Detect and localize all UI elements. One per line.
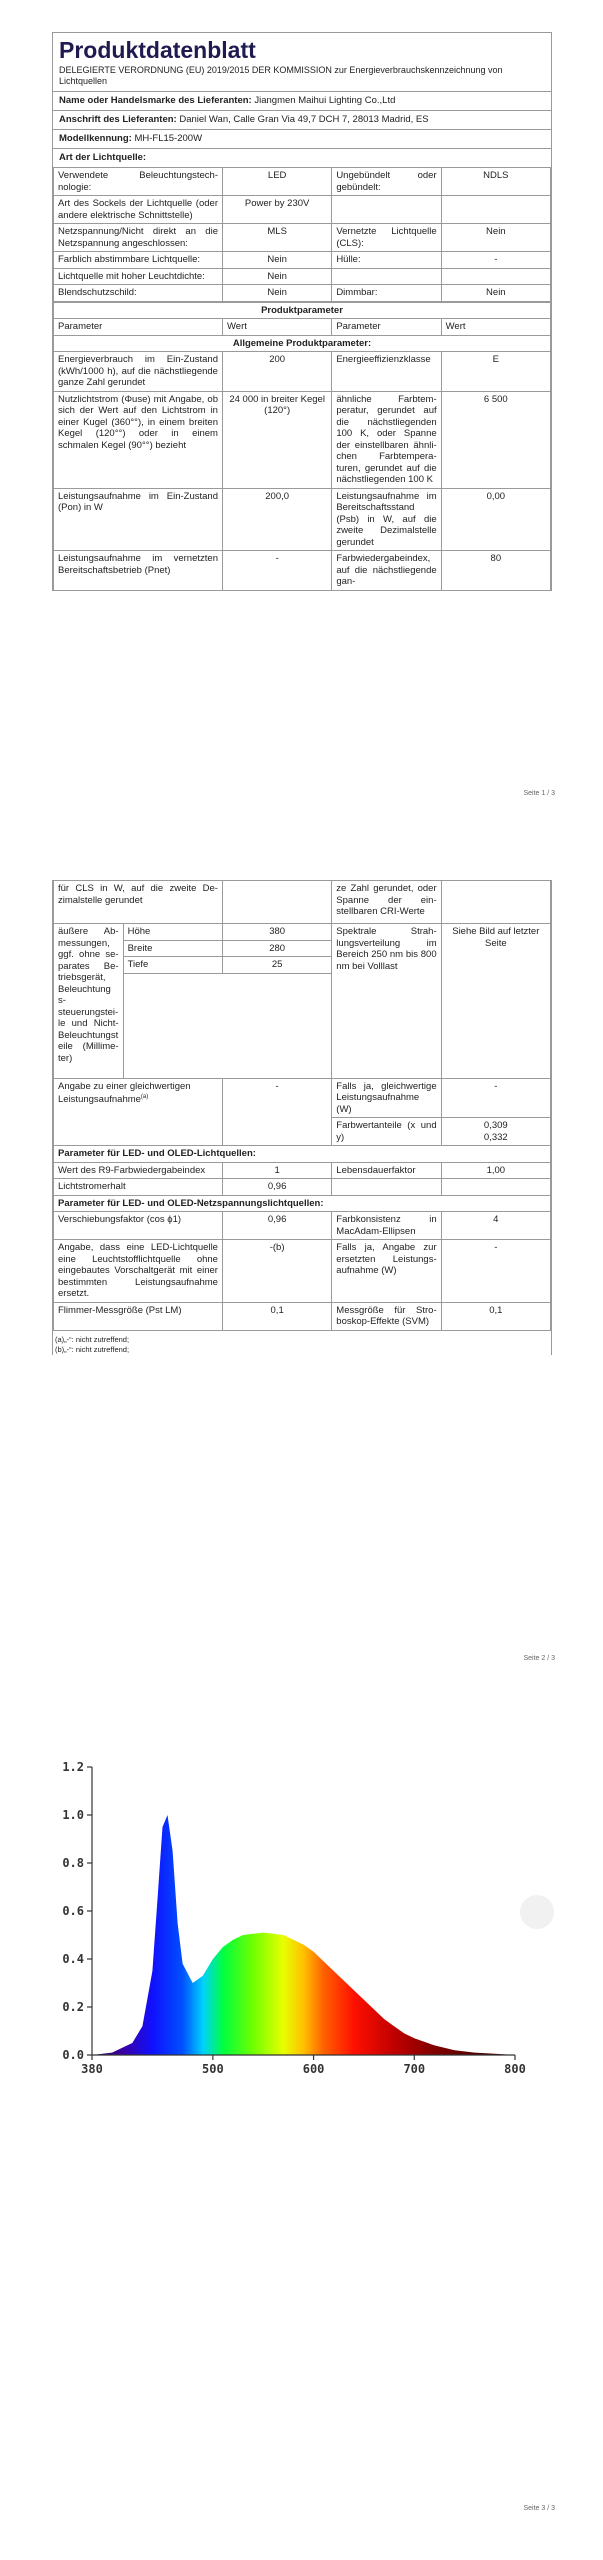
- param-label: Farbkonsistenz in MacAdam-Ellipsen: [332, 1212, 441, 1240]
- table-row: [54, 488, 551, 551]
- continued-table: für CLS in W, auf die zweite Dezimalstelle gerundet ze Zahl gerundet, oder Spanne der einstellbaren CRI-Werte äußere Abmessungen, ggf. ohne separates Betriebsgerät, Beleuchtungssteuerungsteile und Nicht-Beleuchtungsteile (Millimeter) Höhe 380 Spektrale Strahlungsverteilung im Bereich 250 nm bis 800 nm bei Volllast Siehe Bild auf letzter Seite Breite 280 Tiefe 25 Angabe zu einer gleichwertigen Leistungsaufnahme$^{(a)}$ - Falls ja, gleichwertige Leistungsaufnahme (W) - Farbwertanteile (x und y) 0,309 0,332 Parameter für LED- und OLED-Lichtquellen: Wert des R9-Farbwiedergabeindex 1 Lebensdauerfaktor 1,00 Lichtstromerhalt 0,96 Parameter für LED- und OLED-Netzspannungslichtquellen: Verschiebungsfaktor (cos ϕ1) 0,96 Farbkonsistenz in MacAdam-Ellipsen 4 Angabe, dass eine LED-Lichtquelle eine Leuchtstofflichtquelle ohne eingebautes Vorschaltgerät mit einer bestimmten Leistungsaufnahme ersetzt. -(b) Falls ja, Angabe zur ersetzten Leistungsaufnahme (W) - Flimmer-Messgröße (Pst LM) 0,1 Messgröße für Stroboskop-Effekte (SVM) 0,1: [53, 880, 551, 1331]
- param-value: 0,96: [222, 1212, 331, 1240]
- y-tick-label: 0.4: [62, 1952, 84, 1966]
- param-value: Nein: [441, 224, 550, 252]
- param-value: 1: [222, 1162, 331, 1179]
- param-label: Lichtquelle mit hoher Leuchtdichte:: [54, 268, 223, 285]
- param-label: Leistungsaufnahme im vernetzten Bereitschaftsbetrieb (Pnet): [54, 551, 223, 591]
- model-value: MH-FL15-200W: [134, 133, 203, 144]
- page-3: [0, 1690, 603, 2560]
- param-label: Blendschutzschild:: [54, 285, 223, 302]
- param-value: 0,96: [222, 1179, 331, 1196]
- param-label: Hülle:: [332, 252, 441, 269]
- param-label: Flimmer-Messgröße (Pst LM): [54, 1302, 223, 1330]
- address-label: Anschrift des Lieferanten:: [59, 114, 177, 125]
- model-label: Modellkennung:: [59, 133, 132, 144]
- param-label: Falls ja, Angabe zur ersetzten Leistungsaufnahme (W): [332, 1240, 441, 1303]
- table-row: [54, 1212, 551, 1240]
- param-value: MLS: [222, 224, 331, 252]
- param-label: Nutzlichtstrom (Φuse) mit Angabe, ob sich der Wert auf den Lichtstrom in einer Kugel (360°°), in einem breiten Kegel (120°°) oder in einem schmalen Kegel (90°°) bezieht: [54, 391, 223, 488]
- page-number: Seite 2 / 3: [523, 1655, 555, 1662]
- param-header-row: [54, 319, 551, 336]
- x-tick-label: 600: [302, 2062, 325, 2076]
- param-value: 6 500: [441, 391, 550, 488]
- watermark-logo: [520, 1895, 554, 1929]
- page-2: [0, 880, 603, 1680]
- footnote: (a)„-“: nicht zutreffend;: [55, 1334, 130, 1344]
- param-value: NDLS: [441, 168, 550, 196]
- led-params-title: Parameter für LED- und OLED-Lichtquellen:: [54, 1146, 551, 1163]
- supplier-label: Name oder Handelsmarke des Lieferanten:: [59, 95, 252, 106]
- table-row: Farbwertanteile (x und y) 0,309 0,332: [54, 1118, 551, 1146]
- param-value: [441, 196, 550, 224]
- param-value: 0,1: [441, 1302, 550, 1330]
- param-value: 24 000 in breiter Kegel (120°): [222, 391, 331, 488]
- value-header: Wert: [222, 319, 331, 336]
- footnote: (b)„-“: nicht zutreffend;: [55, 1344, 130, 1354]
- param-header: Parameter: [332, 319, 441, 336]
- page-number: Seite 3 / 3: [523, 2505, 555, 2512]
- param-label: Farblich abstimmbare Lichtquelle:: [54, 252, 223, 269]
- param-label: Verschiebungsfaktor (cos ϕ1): [54, 1212, 223, 1240]
- dimensions-row: äußere Abmessungen, ggf. ohne separates Betriebsgerät, Beleuchtungssteuerungsteile und Nicht-Beleuchtungsteile (Millimeter) Höhe 380 Spektrale Strahlungsverteilung im Bereich 250 nm bis 800 nm bei Volllast Siehe Bild auf letzter Seite: [54, 924, 551, 941]
- table-row: [54, 551, 551, 591]
- table-row: [54, 252, 551, 269]
- spectrum-area: [92, 1767, 515, 2055]
- value-header: Wert: [441, 319, 550, 336]
- y-tick-label: 0.2: [62, 2000, 84, 2014]
- table-row: für CLS in W, auf die zweite Dezimalstelle gerundet ze Zahl gerundet, oder Spanne der einstellbaren CRI-Werte: [54, 881, 551, 924]
- param-label: ähnliche Farbtemperatur, gerundet auf die nächstliegenden 100 K, oder Spanne der einstellbaren ähnlichen Farbtemperaturen, gerundet auf die nächstliegenden 100 K: [332, 391, 441, 488]
- table-row: [54, 224, 551, 252]
- x-tick-label: 500: [202, 2062, 224, 2076]
- table-row: [54, 352, 551, 392]
- supplier-value: Jiangmen Maihui Lighting Co.,Ltd: [254, 95, 396, 106]
- spectrum-chart-svg: [50, 1755, 550, 2085]
- product-params-table: [53, 302, 551, 591]
- x-tick-label: 800: [504, 2062, 526, 2076]
- address-value: Daniel Wan, Calle Gran Via 49,7 DCH 7, 28013 Madrid, ES: [179, 114, 429, 125]
- y-tick-label: 1.0: [62, 1808, 84, 1822]
- param-value: Nein: [222, 252, 331, 269]
- param-value: Power by 230V: [222, 196, 331, 224]
- address-row: [53, 111, 551, 130]
- param-value: 200,0: [222, 488, 331, 551]
- param-value: 0,1: [222, 1302, 331, 1330]
- param-value: -: [441, 252, 550, 269]
- table-row: [54, 1240, 551, 1303]
- param-value: -(b): [222, 1240, 331, 1303]
- y-tick-label: 0.6: [62, 1904, 84, 1918]
- param-label: [332, 196, 441, 224]
- param-value: Nein: [222, 285, 331, 302]
- led-mains-params-title: Parameter für LED- und OLED-Netzspannungslichtquellen:: [54, 1195, 551, 1212]
- param-header: Parameter: [54, 319, 223, 336]
- y-tick-label: 0.8: [62, 1856, 84, 1870]
- param-label: Lebensdauerfaktor: [332, 1162, 441, 1179]
- param-label: Vernetzte Lichtquelle (CLS):: [332, 224, 441, 252]
- param-label: Farbwiedergabeindex, auf die nächstliegende gan-: [332, 551, 441, 591]
- general-params-title: Allgemeine Produktparameter:: [54, 335, 551, 352]
- model-row: [53, 130, 551, 149]
- product-params-title: Produktparameter: [54, 302, 551, 319]
- table-row: Angabe zu einer gleichwertigen Leistungsaufnahme$^{(a)}$ - Falls ja, gleichwertige Leistungsaufnahme (W) -: [54, 1078, 551, 1118]
- param-label: Lichtstromerhalt: [54, 1179, 223, 1196]
- table-row: [54, 1179, 551, 1196]
- param-label: Art des Sockels der Lichtquelle (oder andere elektrische Schnittstelle): [54, 196, 223, 224]
- param-label: Verwendete Beleuchtungstechnologie:: [54, 168, 223, 196]
- spectrum-chart: [50, 1755, 550, 2085]
- param-label: Leistungsaufnahme im Ein-Zustand (Pon) in W: [54, 488, 223, 551]
- param-label: Wert des R9-Farbwiedergabeindex: [54, 1162, 223, 1179]
- table-row: [54, 285, 551, 302]
- dimensions-label: äußere Abmessungen, ggf. ohne separates Betriebsgerät, Beleuchtungssteuerungsteile und Nicht-Beleuchtungsteile (Millimeter): [54, 924, 124, 1079]
- table-row: [54, 196, 551, 224]
- param-label: Angabe, dass eine LED-Lichtquelle eine Leuchtstofflichtquelle ohne eingebautes Vorschaltgerät mit einer bestimmten Leistungsaufnahme ersetzt.: [54, 1240, 223, 1303]
- light-type-table: [53, 167, 551, 302]
- datasheet-page-1: [52, 32, 552, 591]
- param-label: Leistungsaufnahme im Bereitschaftsstand (Psb) in W, auf die zweite Dezimalstelle gerundet: [332, 488, 441, 551]
- table-row: [54, 1162, 551, 1179]
- param-label: Energieverbrauch im Ein-Zustand (kWh/1000 h), auf die nächstliegende ganze Zahl gerundet: [54, 352, 223, 392]
- param-label: Ungebündelt oder gebündelt:: [332, 168, 441, 196]
- param-value: [441, 268, 550, 285]
- param-value: Nein: [441, 285, 550, 302]
- table-row: [54, 1302, 551, 1330]
- param-value: LED: [222, 168, 331, 196]
- param-value: 0,00: [441, 488, 550, 551]
- param-label: Messgröße für Stroboskop-Effekte (SVM): [332, 1302, 441, 1330]
- table-row: [54, 168, 551, 196]
- param-value: 4: [441, 1212, 550, 1240]
- param-value: 200: [222, 352, 331, 392]
- datasheet-page-2: [52, 880, 552, 1355]
- y-tick-label: 0.0: [62, 2048, 84, 2062]
- param-value: E: [441, 352, 550, 392]
- param-value: 80: [441, 551, 550, 591]
- param-value: Nein: [222, 268, 331, 285]
- document-subtitle: DELEGIERTE VERORDNUNG (EU) 2019/2015 DER KOMMISSION zur Energieverbrauchskennzeichnung von Lichtquellen: [53, 64, 551, 92]
- page-number: Seite 1 / 3: [523, 790, 555, 797]
- param-value: [441, 1179, 550, 1196]
- param-label: Netzspannung/Nicht direkt an die Netzspannung angeschlossen:: [54, 224, 223, 252]
- param-value: -: [441, 1240, 550, 1303]
- page-1: [0, 0, 603, 820]
- param-label: [332, 268, 441, 285]
- y-tick-label: 1.2: [62, 1760, 84, 1774]
- table-row: [54, 268, 551, 285]
- supplier-row: [53, 92, 551, 111]
- table-row: [54, 391, 551, 488]
- param-label: Energieeffizienzklasse: [332, 352, 441, 392]
- x-tick-label: 380: [81, 2062, 103, 2076]
- param-label: [332, 1179, 441, 1196]
- x-tick-label: 700: [403, 2062, 426, 2076]
- param-label: Dimmbar:: [332, 285, 441, 302]
- param-value: 1,00: [441, 1162, 550, 1179]
- light-type-title: Art der Lichtquelle:: [59, 152, 147, 163]
- document-title: Produktdatenblatt: [53, 32, 551, 64]
- param-value: -: [222, 551, 331, 591]
